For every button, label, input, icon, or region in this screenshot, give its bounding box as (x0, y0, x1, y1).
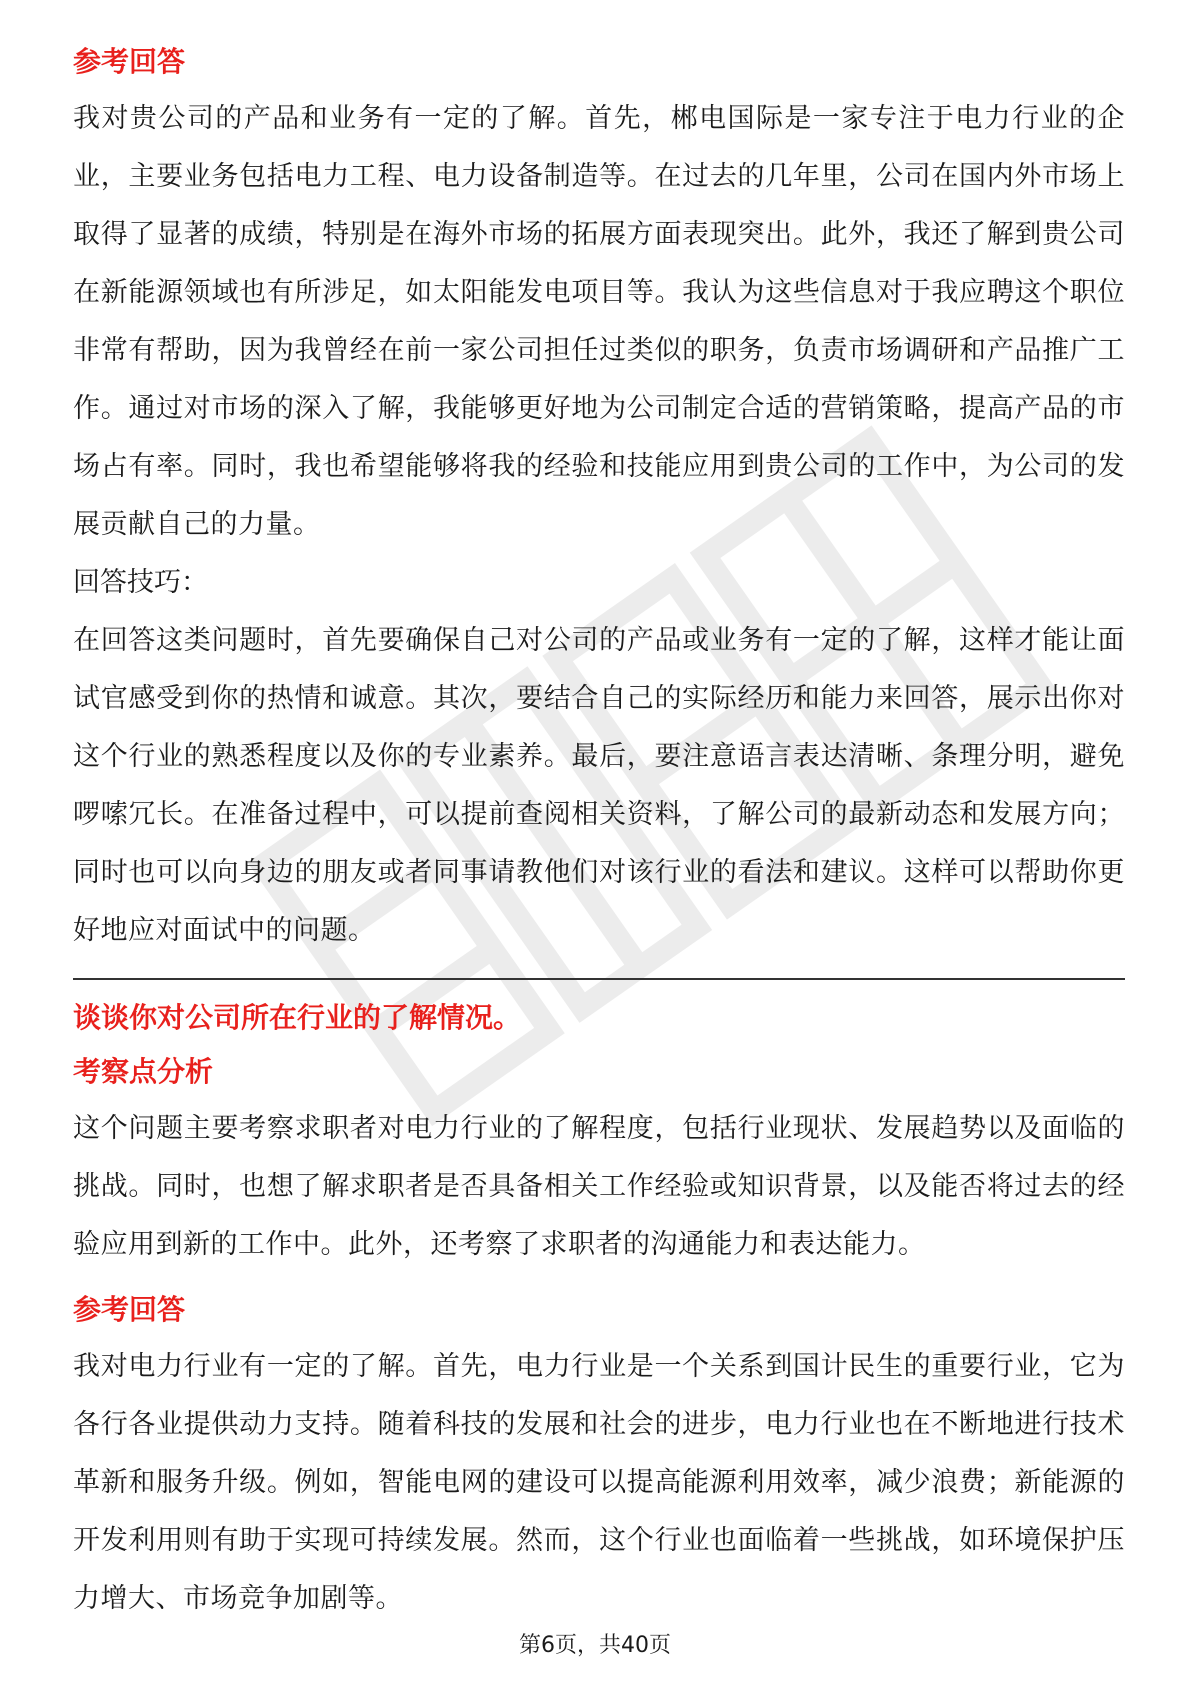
section-industry-question (73, 994, 1125, 1628)
answer-text-2: 我对电力行业有一定的了解。首先，电力行业是一个关系到国计民生的重要行业，它为各行各业提供动力支持。随着科技的发展和社会的进步，电力行业也在不断地进行技术革新和服务升级。例如，智能电网的建设可以提高能源利用效率，减少浪费；新能源的开发利用则有助于实现可持续发展。然而，这个行业也面临着一些挑战，如环境保护压力增大、市场竞争加剧等。 (73, 1351, 1125, 1614)
tips-label: 回答技巧： (73, 567, 208, 598)
section-divider (73, 978, 1125, 980)
answer-heading: 参考回答 (73, 45, 186, 78)
document-page (73, 40, 1125, 1628)
analysis-text: 这个问题主要考察求职者对电力行业的了解程度，包括行业现状、发展趋势以及面临的挑战。同时，也想了解求职者是否具备相关工作经验或知识背景，以及能否将过去的经验应用到新的工作中。此外，还考察了求职者的沟通能力和表达能力。 (73, 1113, 1125, 1260)
page-number: 第6页，共40页 (519, 1633, 671, 1658)
answer-heading-2: 参考回答 (73, 1293, 186, 1326)
answer-text: 我对贵公司的产品和业务有一定的了解。首先，郴电国际是一家专注于电力行业的企业，主要业务包括电力工程、电力设备制造等。在过去的几年里，公司在国内外市场上取得了显著的成绩，特别是在海外市场的拓展方面表现突出。此外，我还了解到贵公司在新能源领域也有所涉足，如太阳能发电项目等。我认为这些信息对于我应聘这个职位非常有帮助，因为我曾经在前一家公司担任过类似的职务，负责市场调研和产品推广工作。通过对市场的深入了解，我能够更好地为公司制定合适的营销策略，提高产品的市场占有率。同时，我也希望能够将我的经验和技能应用到贵公司的工作中，为公司的发展贡献自己的力量。 (73, 103, 1125, 540)
analysis-heading: 考察点分析 (73, 1055, 214, 1088)
section-company-answer (73, 40, 1125, 960)
tips-text: 在回答这类问题时，首先要确保自己对公司的产品或业务有一定的了解，这样才能让面试官感受到你的热情和诚意。其次，要结合自己的实际经历和能力来回答，展示出你对这个行业的熟悉程度以及你的专业素养。最后，要注意语言表达清晰、条理分明，避免啰嗦冗长。在准备过程中，可以提前查阅相关资料，了解公司的最新动态和发展方向；同时也可以向身边的朋友或者同事请教他们对该行业的看法和建议。这样可以帮助你更好地应对面试中的问题。 (73, 625, 1125, 946)
question-title: 谈谈你对公司所在行业的了解情况。 (73, 1001, 522, 1034)
